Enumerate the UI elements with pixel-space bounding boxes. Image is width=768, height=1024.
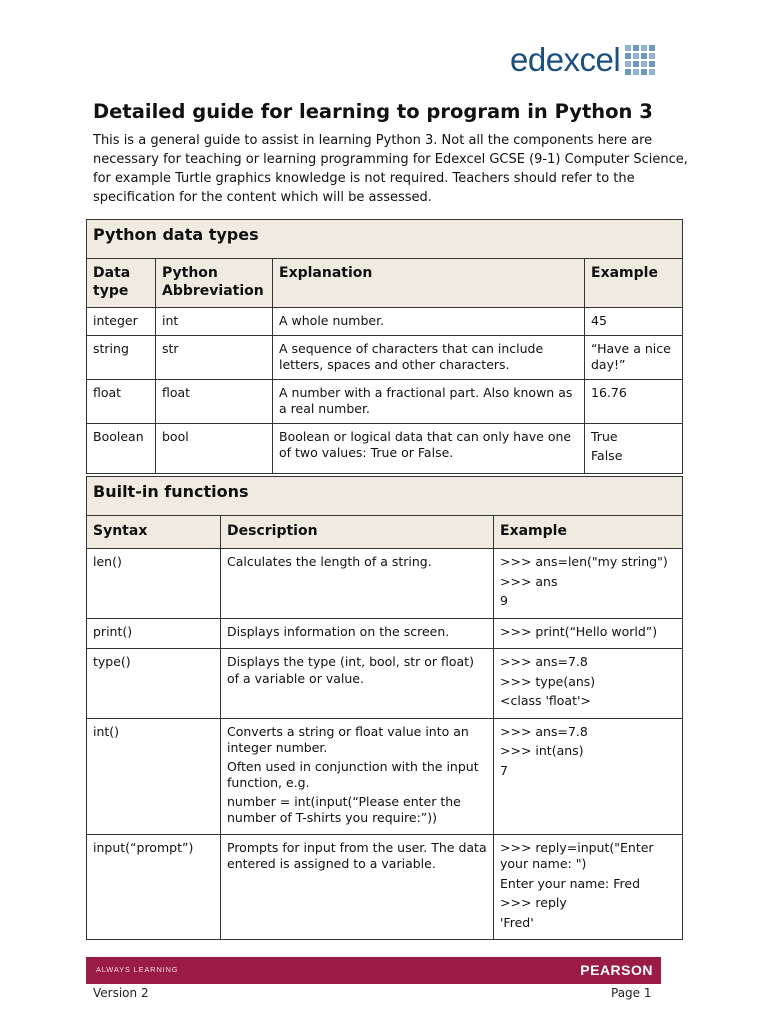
description-cell [221, 549, 494, 619]
description-cell [221, 649, 494, 719]
description-text: Displays information on the screen. [227, 623, 450, 639]
example-line: >>> ans=7.8 [500, 723, 588, 739]
abbreviation-cell: float [156, 379, 273, 423]
pearson-logo: PEARSON [580, 962, 653, 978]
abbreviation-cell: int [156, 308, 273, 336]
example-cell [585, 335, 683, 379]
example-cell [585, 308, 683, 336]
syntax-cell: int() [87, 718, 221, 834]
description-text: Prompts for input from the user. The data entered is assigned to a variable. [227, 839, 487, 871]
description-text: number = int(input(“Please enter the number of T-shirts you require:”)) [227, 793, 461, 825]
column-header: Python Abbreviation [156, 259, 273, 308]
explanation-cell: A sequence of characters that can include letters, spaces and other characters. [273, 335, 585, 379]
description-text: Converts a string or float value into an integer number. [227, 723, 469, 755]
table-row [87, 335, 683, 379]
table-row [87, 834, 683, 940]
description-text: Calculates the length of a string. [227, 554, 432, 569]
example-cell [494, 549, 683, 619]
column-header: Explanation [273, 259, 585, 308]
builtin-functions-table [86, 476, 683, 940]
example-line: True [591, 428, 618, 444]
example-cell [494, 618, 683, 649]
example-cell [494, 718, 683, 834]
example-cell [585, 423, 683, 473]
syntax-cell: input(“prompt”) [87, 834, 221, 940]
example-line: >>> print(“Hello world”) [500, 623, 658, 639]
description-text: Often used in conjunction with the input function, e.g. [227, 758, 479, 790]
example-line: >>> ans=len("my string") [500, 554, 668, 569]
example-line: 45 [591, 313, 607, 328]
data-types-table [86, 219, 683, 474]
example-line: >>> reply [500, 895, 567, 910]
example-cell [494, 649, 683, 719]
example-line: Enter your name: Fred [500, 875, 641, 891]
example-line: 'Fred' [500, 914, 534, 930]
table-row [87, 423, 683, 473]
example-line: 7 [500, 762, 508, 778]
table-row [87, 549, 683, 619]
table-row [87, 618, 683, 649]
example-line: >>> type(ans) [500, 673, 596, 689]
description-text: Displays the type (int, bool, str or float) of a variable or value. [227, 654, 474, 686]
description-cell [221, 618, 494, 649]
explanation-cell: A whole number. [273, 308, 585, 336]
intro-line: necessary for teaching or learning programming for Edexcel GCSE (9-1) Computer Science, [93, 152, 688, 167]
column-header: Syntax [87, 516, 221, 549]
example-line: >>> int(ans) [500, 743, 584, 758]
explanation-cell: Boolean or logical data that can only have one of two values: True or False. [273, 423, 585, 473]
page-number: Page 1 [611, 986, 652, 1000]
example-line: >>> ans [500, 573, 558, 589]
description-cell [221, 834, 494, 940]
intro-line: for example Turtle graphics knowledge is not required. Teachers should refer to the [93, 171, 635, 186]
example-line: 9 [500, 593, 508, 608]
logo-text: edexcel [510, 41, 621, 78]
intro-paragraph [93, 131, 688, 207]
column-header: Example [585, 259, 683, 308]
edexcel-logo [510, 40, 655, 80]
column-header: Data type [87, 259, 156, 308]
column-header: Example [494, 516, 683, 549]
example-line: >>> reply=input("Enter your name: ") [500, 839, 654, 871]
footer-tagline: ALWAYS LEARNING [96, 965, 179, 974]
description-cell [221, 718, 494, 834]
table-row [87, 308, 683, 336]
syntax-cell: type() [87, 649, 221, 719]
syntax-cell: len() [87, 549, 221, 619]
logo-dots-icon [625, 45, 655, 75]
table-row [87, 379, 683, 423]
data-type-cell: integer [87, 308, 156, 336]
syntax-cell: print() [87, 618, 221, 649]
data-type-cell: string [87, 335, 156, 379]
column-header: Description [221, 516, 494, 549]
data-type-cell: Boolean [87, 423, 156, 473]
intro-line: specification for the content which will be assessed. [93, 190, 432, 205]
page-title: Detailed guide for learning to program in Python 3 [93, 100, 653, 123]
table-row [87, 718, 683, 834]
version-label: Version 2 [93, 986, 149, 1000]
table-row [87, 649, 683, 719]
example-line: False [591, 448, 623, 463]
example-cell [585, 379, 683, 423]
data-type-cell: float [87, 379, 156, 423]
abbreviation-cell: bool [156, 423, 273, 473]
footer-banner [86, 957, 661, 984]
example-line: “Have a nice day!” [591, 340, 671, 372]
table-caption: Built-in functions [87, 477, 683, 516]
example-line: >>> ans=7.8 [500, 654, 588, 669]
example-line: <class 'float'> [500, 693, 591, 708]
intro-line: This is a general guide to assist in learning Python 3. Not all the components here are [93, 133, 653, 148]
explanation-cell: A number with a fractional part. Also known as a real number. [273, 379, 585, 423]
table-caption: Python data types [87, 220, 683, 259]
example-cell [494, 834, 683, 940]
example-line: 16.76 [591, 384, 627, 400]
abbreviation-cell: str [156, 335, 273, 379]
